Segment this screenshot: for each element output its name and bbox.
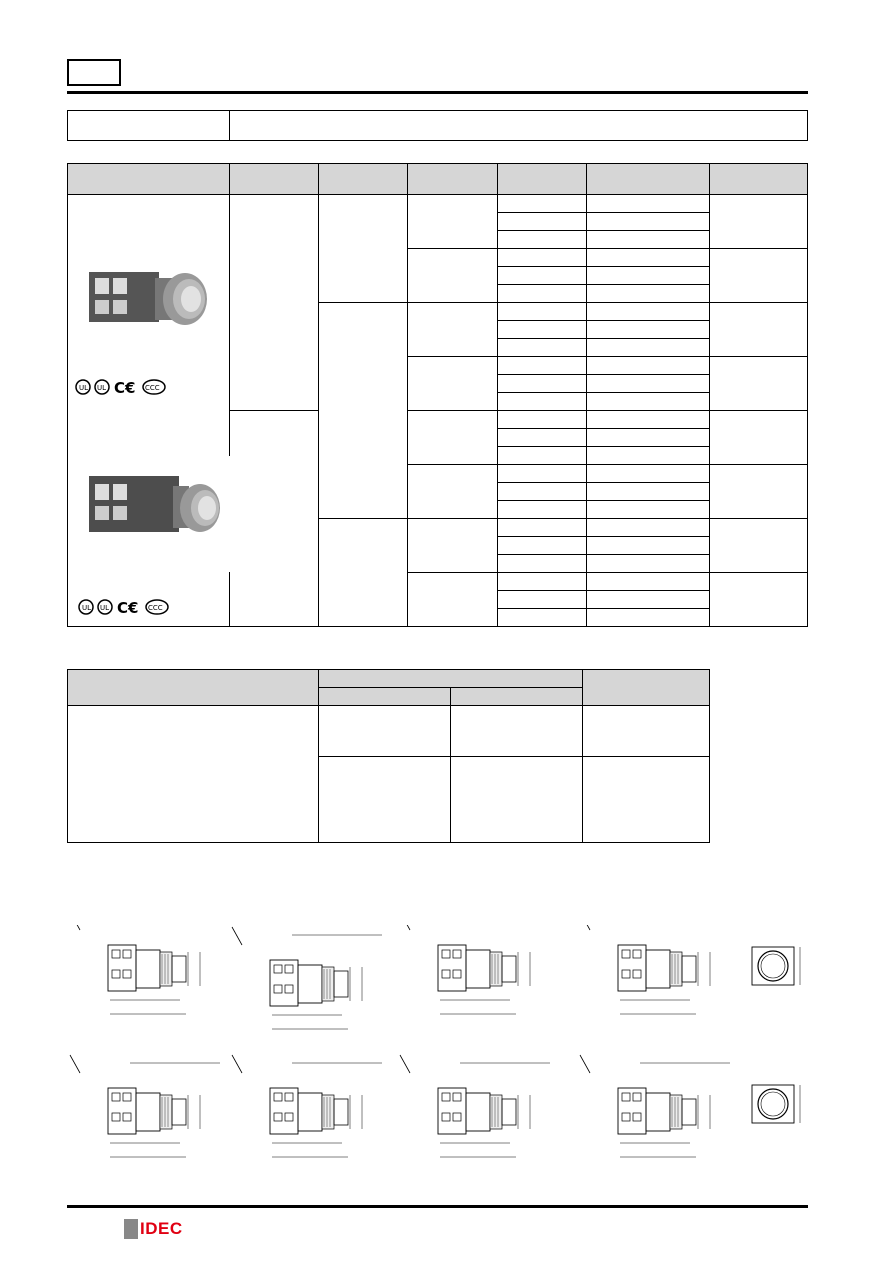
svg-text:C: C bbox=[117, 599, 129, 617]
table1-row-line bbox=[497, 392, 709, 393]
svg-text:CCC: CCC bbox=[148, 604, 163, 612]
svg-text:€: € bbox=[125, 379, 136, 397]
table1-group-divider bbox=[407, 356, 808, 357]
table1-row-line bbox=[497, 212, 709, 213]
table1-row-line bbox=[497, 320, 709, 321]
table1-header-row bbox=[67, 163, 808, 195]
table1-row-line bbox=[497, 230, 709, 231]
extended-illuminated-pushbutton-photo bbox=[85, 470, 225, 550]
svg-text:UL: UL bbox=[79, 384, 89, 392]
svg-text:CCC: CCC bbox=[145, 384, 160, 392]
table2-body bbox=[67, 705, 710, 843]
table1-row-line bbox=[497, 536, 709, 537]
idec-logo-text: IDEC bbox=[140, 1219, 183, 1238]
svg-text:UL: UL bbox=[82, 604, 92, 612]
svg-text:UL: UL bbox=[100, 604, 110, 612]
svg-text:€: € bbox=[128, 599, 139, 617]
page-tab-box bbox=[67, 59, 121, 86]
table1-row-line bbox=[497, 590, 709, 591]
table1-row-line bbox=[497, 554, 709, 555]
table1-group-divider bbox=[407, 302, 808, 303]
table1-row-line bbox=[497, 608, 709, 609]
table1-row-line bbox=[497, 284, 709, 285]
table1-row-line bbox=[497, 266, 709, 267]
svg-text:UL: UL bbox=[97, 384, 107, 392]
table1-row-line bbox=[497, 446, 709, 447]
idec-logo bbox=[124, 1219, 183, 1239]
table1-group-divider bbox=[407, 572, 808, 573]
table1-group-divider bbox=[407, 410, 808, 411]
cert-marks-1 bbox=[75, 378, 175, 398]
table1-group-divider bbox=[407, 248, 808, 249]
table1-row-line bbox=[497, 338, 709, 339]
footer-rule bbox=[67, 1205, 808, 1208]
table1-group-divider bbox=[407, 464, 808, 465]
idec-logo-mark bbox=[124, 1219, 138, 1239]
header-rule bbox=[67, 91, 808, 94]
flush-illuminated-pushbutton-photo bbox=[85, 262, 215, 342]
table1-row-line bbox=[497, 374, 709, 375]
series-divider bbox=[229, 110, 230, 141]
dimension-drawings bbox=[60, 925, 820, 1160]
table1-row-line bbox=[497, 482, 709, 483]
series-row bbox=[67, 110, 808, 141]
table1-row-line bbox=[497, 500, 709, 501]
table1-row-line bbox=[497, 428, 709, 429]
cert-marks-2 bbox=[78, 598, 178, 620]
table1-group-divider bbox=[407, 518, 808, 519]
svg-text:C: C bbox=[114, 379, 126, 397]
